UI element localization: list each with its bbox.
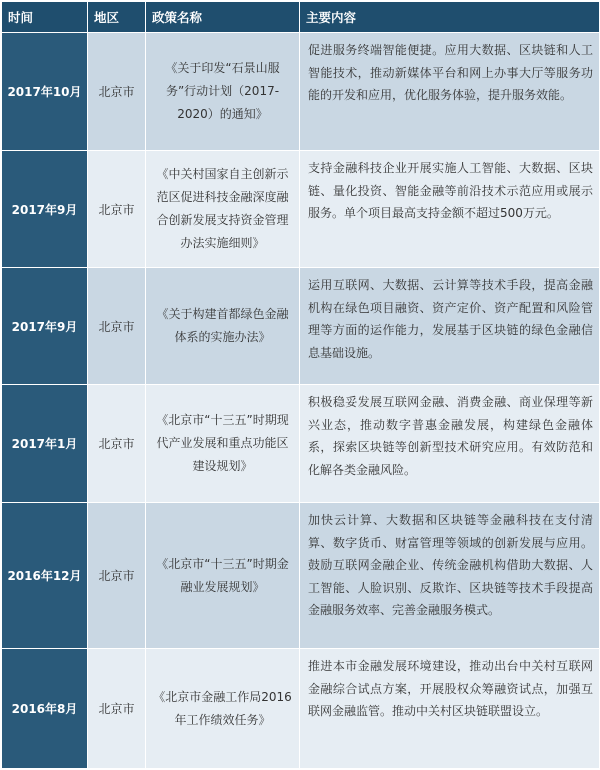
header-policy-name: 政策名称 bbox=[146, 2, 300, 33]
table-row bbox=[2, 33, 600, 151]
row-content: 运用互联网、大数据、云计算等技术手段，提高金融机构在绿色项目融资、资产定价、资产配置和风险管理等方面的运作能力，发展基于区块链的绿色金融信息基础设施。 bbox=[300, 268, 600, 385]
table-row bbox=[2, 503, 600, 649]
row-time: 2017年9月 bbox=[2, 151, 88, 268]
row-time: 2017年1月 bbox=[2, 385, 88, 503]
row-content: 加快云计算、大数据和区块链等金融科技在支付清算、数字货币、财富管理等领域的创新发展与应用。鼓励互联网金融企业、传统金融机构借助大数据、人工智能、人脸识别、反欺诈、区块链等技术手段提高金融服务效率、完善金融服务模式。 bbox=[300, 503, 600, 649]
table-row bbox=[2, 385, 600, 503]
row-policy-name: 《北京市金融工作局2016年工作绩效任务》 bbox=[146, 649, 300, 769]
row-region: 北京市 bbox=[88, 151, 146, 268]
row-content: 推进本市金融发展环境建设，推动出台中关村互联网金融综合试点方案，开展股权众筹融资试点，加强互联网金融监管。推动中关村区块链联盟设立。 bbox=[300, 649, 600, 769]
row-region: 北京市 bbox=[88, 268, 146, 385]
table-header-row bbox=[2, 2, 600, 33]
table-row bbox=[2, 268, 600, 385]
row-region: 北京市 bbox=[88, 649, 146, 769]
row-content: 促进服务终端智能便捷。应用大数据、区块链和人工智能技术，推动新媒体平台和网上办事大厅等服务功能的开发和应用，优化服务体验，提升服务效能。 bbox=[300, 33, 600, 151]
row-content: 积极稳妥发展互联网金融、消费金融、商业保理等新兴业态，推动数字普惠金融发展，构建绿色金融体系，探索区块链等创新型技术研究应用。有效防范和化解各类金融风险。 bbox=[300, 385, 600, 503]
header-region: 地区 bbox=[88, 2, 146, 33]
header-main-content: 主要内容 bbox=[300, 2, 600, 33]
row-policy-name: 《北京市“十三五”时期现代产业发展和重点功能区建设规划》 bbox=[146, 385, 300, 503]
policy-table bbox=[1, 1, 600, 769]
row-region: 北京市 bbox=[88, 33, 146, 151]
row-time: 2016年12月 bbox=[2, 503, 88, 649]
header-time: 时间 bbox=[2, 2, 88, 33]
row-time: 2016年8月 bbox=[2, 649, 88, 769]
row-region: 北京市 bbox=[88, 503, 146, 649]
row-content: 支持金融科技企业开展实施人工智能、大数据、区块链、量化投资、智能金融等前沿技术示范应用或展示服务。单个项目最高支持金额不超过500万元。 bbox=[300, 151, 600, 268]
row-time: 2017年9月 bbox=[2, 268, 88, 385]
row-policy-name: 《关于印发“石景山服务”行动计划（2017-2020）的通知》 bbox=[146, 33, 300, 151]
table-row bbox=[2, 649, 600, 769]
row-policy-name: 《北京市“十三五”时期金融业发展规划》 bbox=[146, 503, 300, 649]
row-policy-name: 《关于构建首都绿色金融体系的实施办法》 bbox=[146, 268, 300, 385]
table-row bbox=[2, 151, 600, 268]
row-time: 2017年10月 bbox=[2, 33, 88, 151]
row-policy-name: 《中关村国家自主创新示范区促进科技金融深度融合创新发展支持资金管理办法实施细则》 bbox=[146, 151, 300, 268]
row-region: 北京市 bbox=[88, 385, 146, 503]
